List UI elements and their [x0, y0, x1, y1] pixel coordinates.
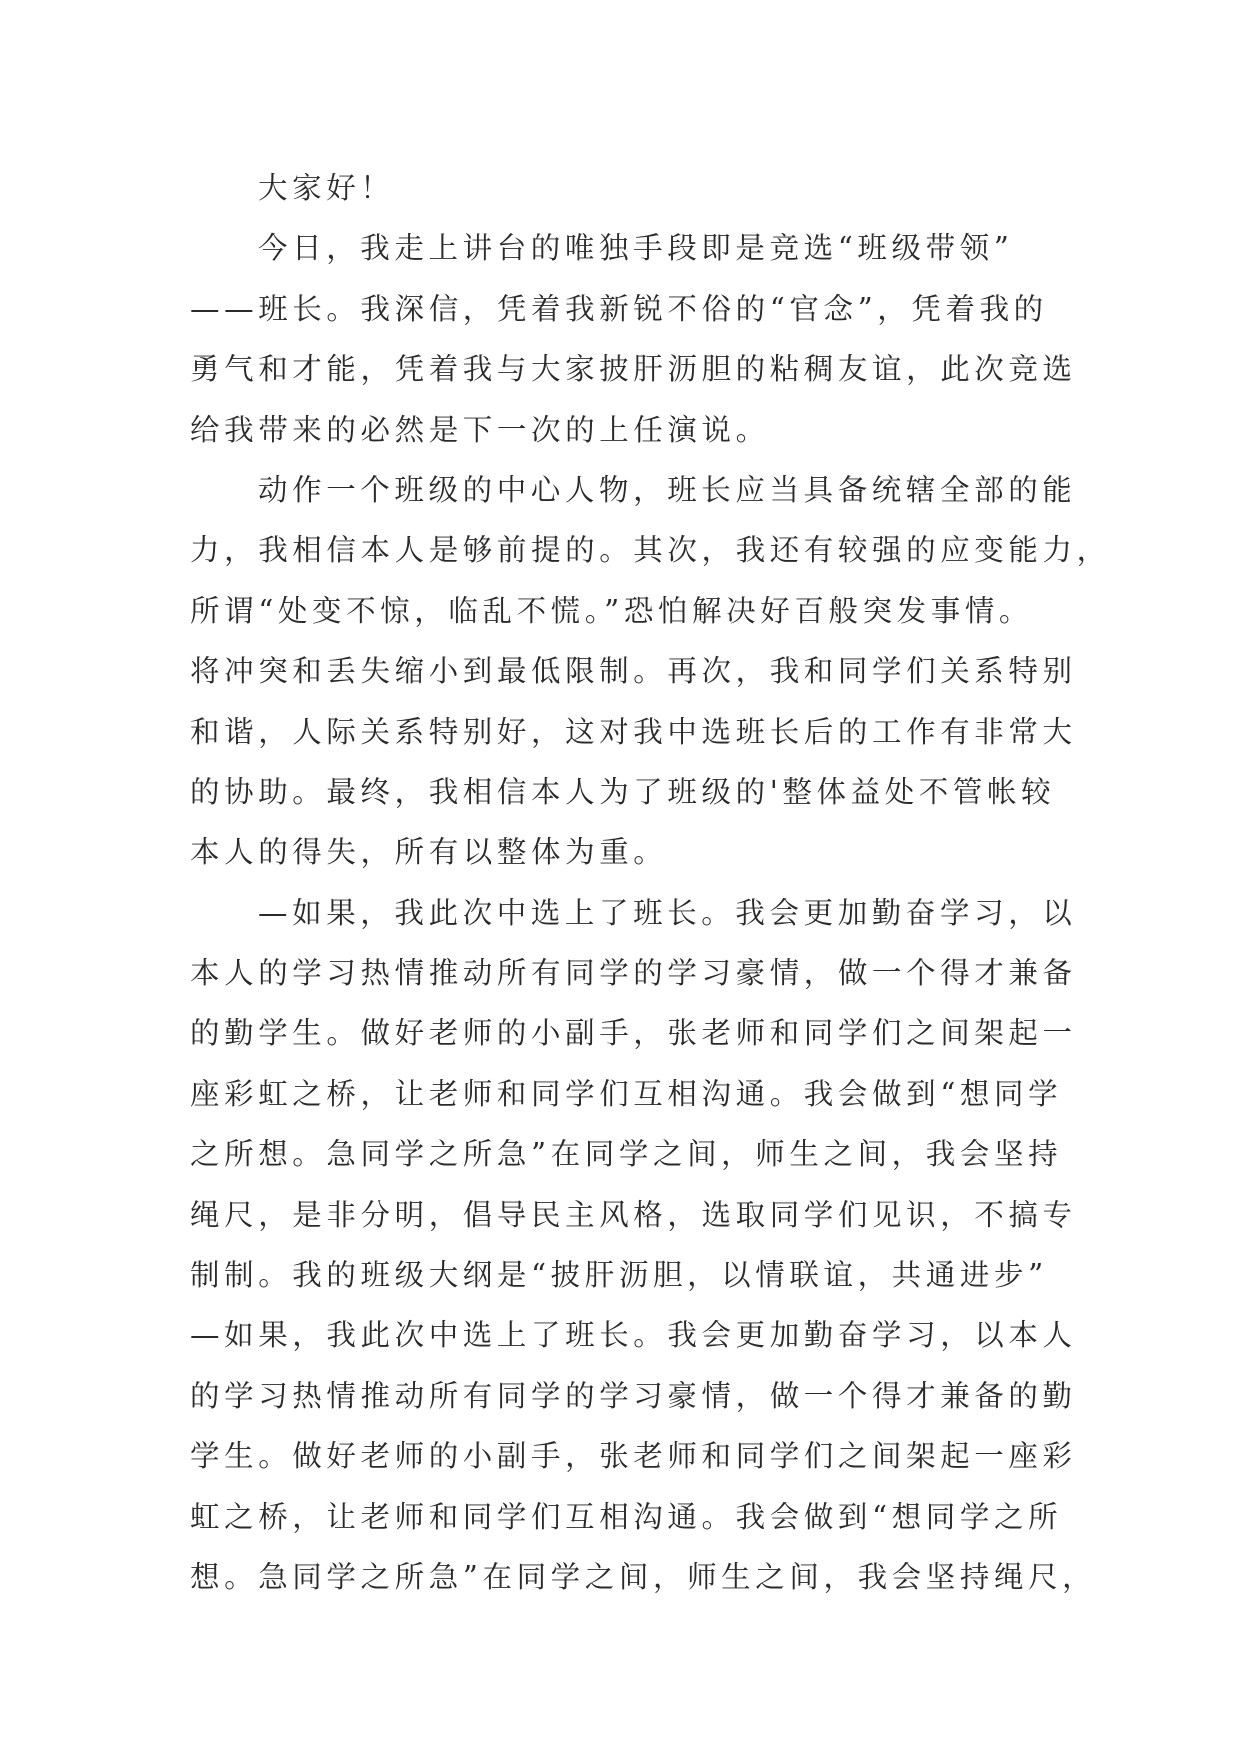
text-line: 给我带来的必然是下一次的上任演说。	[190, 412, 770, 447]
text-line: ——班长。我深信，凭着我新锐不俗的“官念”，凭着我的	[190, 291, 1048, 326]
text-line: 所谓“处变不惊，临乱不慌。”恐怕解决好百般突发事情。	[190, 593, 1034, 628]
text-line: —如果，我此次中选上了班长。我会更加勤奋学习，以本人	[190, 1318, 1077, 1353]
text-line: 和谐，人际关系特别好，这对我中选班长后的工作有非常大	[190, 714, 1077, 749]
text-line: —如果，我此次中选上了班长。我会更加勤奋学习，以	[258, 895, 1077, 930]
text-line: 的学习热情推动所有同学的学习豪情，做一个得才兼备的勤	[190, 1378, 1077, 1413]
text-line: 座彩虹之桥，让老师和同学们互相沟通。我会做到“想同学	[190, 1076, 1063, 1111]
text-line: 制制。我的班级大纲是“披肝沥胆，以情联谊，共通进步”	[190, 1258, 1048, 1293]
text-line: 今日，我走上讲台的唯独手段即是竞选“班级带领”	[258, 231, 1014, 266]
text-line: 的协助。最终，我相信本人为了班级的'整体益处不管帐较	[190, 774, 1056, 809]
text-line: 动作一个班级的中心人物，班长应当具备统辖全部的能	[258, 472, 1077, 507]
text-line: 本人的得失，所有以整体为重。	[190, 835, 668, 870]
text-line: 想。急同学之所急”在同学之间，师生之间，我会坚持绳尺，	[190, 1559, 1097, 1594]
text-line: 学生。做好老师的小副手，张老师和同学们之间架起一座彩	[190, 1439, 1077, 1474]
text-line: 大家好！	[258, 171, 395, 205]
text-line: 力，我相信本人是够前提的。其次，我还有较强的应变能力，	[190, 533, 1111, 568]
text-line: 勇气和才能，凭着我与大家披肝沥胆的粘稠友谊，此次竞选	[190, 352, 1077, 387]
text-line: 的勤学生。做好老师的小副手，张老师和同学们之间架起一	[190, 1016, 1077, 1051]
text-line: 绳尺，是非分明，倡导民主风格，选取同学们见识，不搞专	[190, 1197, 1077, 1232]
text-line: 虹之桥，让老师和同学们互相沟通。我会做到“想同学之所	[190, 1499, 1063, 1534]
text-line: 将冲突和丢失缩小到最低限制。再次，我和同学们关系特别	[190, 654, 1077, 689]
text-line: 本人的学习热情推动所有同学的学习豪情，做一个得才兼备	[190, 956, 1077, 991]
text-line: 之所想。急同学之所急”在同学之间，师生之间，我会坚持	[190, 1137, 1063, 1172]
document-body	[190, 158, 1111, 1607]
